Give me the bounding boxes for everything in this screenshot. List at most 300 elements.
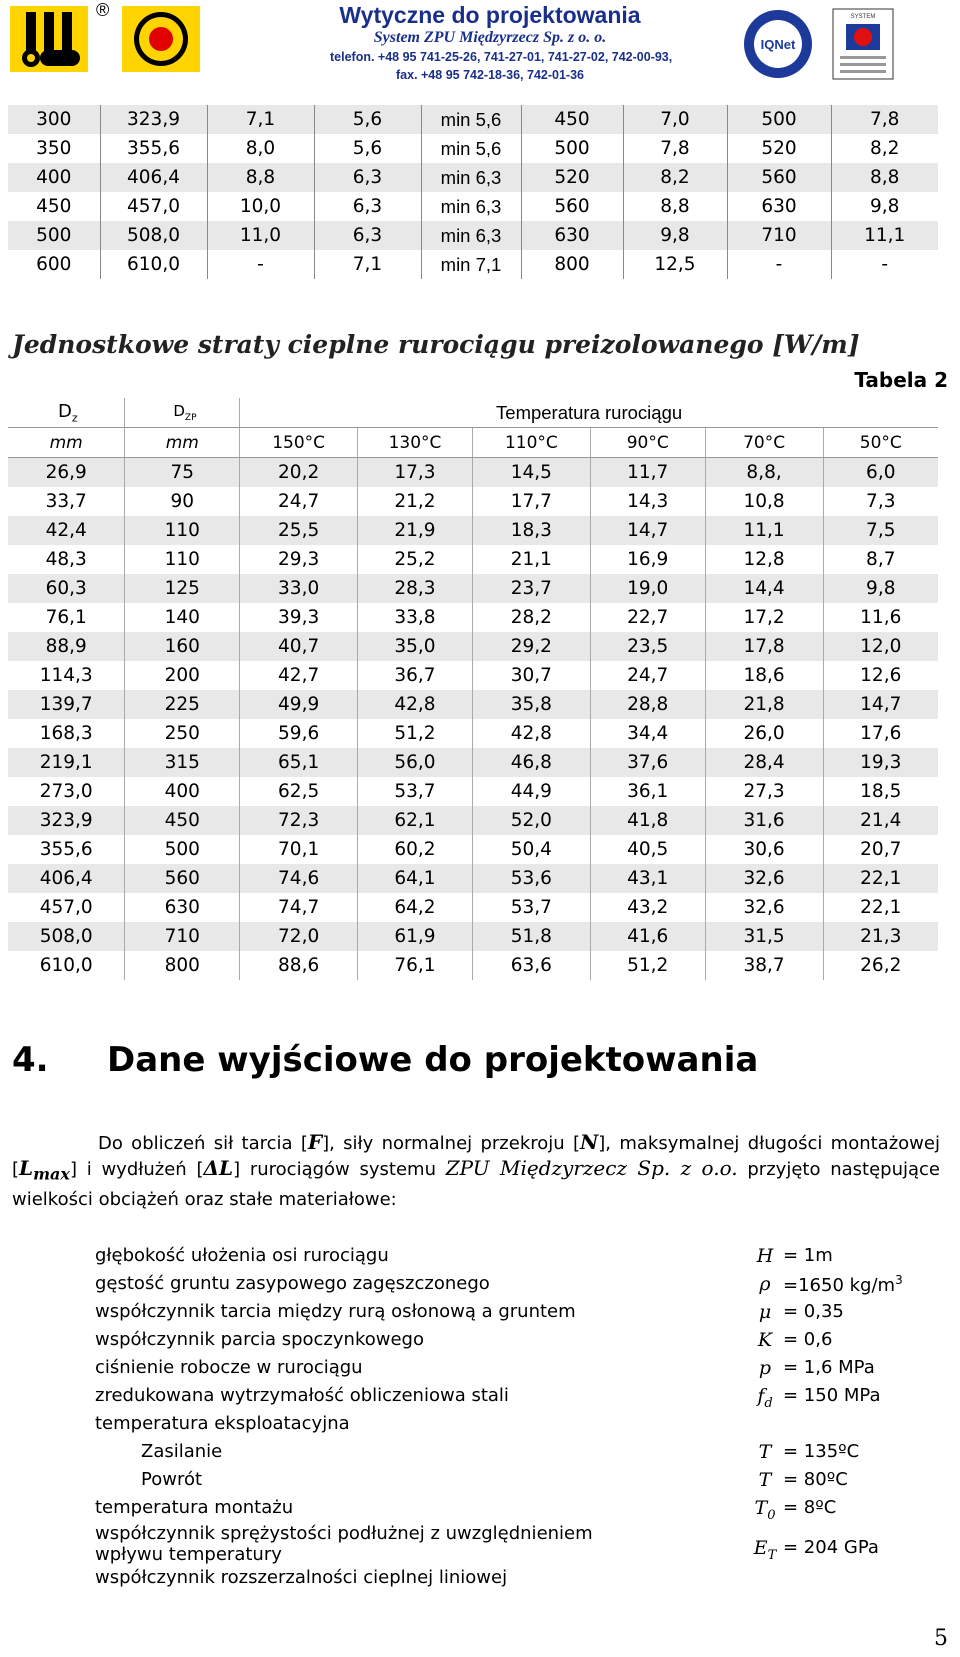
table-cell: 7,1 bbox=[314, 250, 421, 279]
table-cell: 8,8 bbox=[623, 192, 727, 221]
table-cell: 8,2 bbox=[831, 134, 938, 163]
heat-loss-table bbox=[8, 398, 938, 980]
quality-system-certificate bbox=[832, 8, 894, 84]
header-title-block bbox=[330, 2, 673, 84]
table-cell: 610,0 bbox=[100, 250, 207, 279]
table-cell: 560 bbox=[727, 163, 831, 192]
parameter-label bbox=[95, 1523, 593, 1565]
table-cell: 7,1 bbox=[207, 105, 314, 134]
parameter-value bbox=[783, 1329, 832, 1350]
registered-mark: ® bbox=[96, 0, 110, 20]
table-cell: 450 bbox=[521, 105, 623, 134]
dz-symbol: D bbox=[58, 400, 72, 422]
table-cell: 560 bbox=[125, 864, 240, 893]
table-cell: 74,6 bbox=[240, 864, 358, 893]
table-cell: 5,6 bbox=[314, 105, 421, 134]
table-cell: - bbox=[831, 250, 938, 279]
table-cell: 20,7 bbox=[823, 835, 938, 864]
table-cell: 125 bbox=[125, 574, 240, 603]
value-text: =1650 kg/m bbox=[783, 1275, 896, 1296]
table-cell: 225 bbox=[125, 690, 240, 719]
table-cell: 114,3 bbox=[39, 665, 93, 686]
table-cell: 40,5 bbox=[590, 835, 705, 864]
table-cell: 8,0 bbox=[207, 134, 314, 163]
table-cell: 630 bbox=[727, 192, 831, 221]
table-cell: 14,7 bbox=[590, 516, 705, 545]
quality-seal-icon bbox=[832, 8, 894, 80]
parameter-label: temperatura eksploatacyjna bbox=[95, 1413, 350, 1434]
table-cell: 800 bbox=[125, 951, 240, 980]
table-row bbox=[8, 134, 938, 163]
table-cell: 457,0 bbox=[39, 897, 93, 918]
parameter-row bbox=[95, 1523, 945, 1565]
table-cell: 33,7 bbox=[45, 491, 87, 512]
symbol-letter: p bbox=[758, 1357, 772, 1379]
table-cell: 14,7 bbox=[823, 690, 938, 719]
table-cell: 88,6 bbox=[240, 951, 358, 980]
unit-cell: 110°C bbox=[472, 428, 590, 458]
table-cell: 400 bbox=[8, 163, 100, 192]
table-cell: 53,7 bbox=[358, 777, 473, 806]
parameter-value bbox=[783, 1273, 903, 1296]
table-cell: 450 bbox=[36, 196, 72, 217]
parameter-label: głębokość ułożenia osi rurociągu bbox=[95, 1245, 389, 1266]
table-cell: 23,5 bbox=[590, 632, 705, 661]
table-cell: 12,0 bbox=[823, 632, 938, 661]
table-cell: 60,2 bbox=[358, 835, 473, 864]
table-cell: 12,8 bbox=[705, 545, 823, 574]
table-cell: 42,8 bbox=[472, 719, 590, 748]
table-cell: 21,1 bbox=[472, 545, 590, 574]
unit-cell: 130°C bbox=[358, 428, 473, 458]
table-cell: 17,2 bbox=[705, 603, 823, 632]
parameter-value bbox=[783, 1537, 879, 1558]
table-cell: 273,0 bbox=[39, 781, 93, 802]
table-cell: 160 bbox=[125, 632, 240, 661]
table-cell: 500 bbox=[521, 134, 623, 163]
table-cell: 139,7 bbox=[8, 690, 125, 719]
table-cell: 323,9 bbox=[100, 105, 207, 134]
table-cell: 6,0 bbox=[823, 458, 938, 488]
table-cell: 28,4 bbox=[705, 748, 823, 777]
parameter-symbol bbox=[750, 1441, 780, 1463]
table-cell: 710 bbox=[125, 922, 240, 951]
table-cell: 37,6 bbox=[590, 748, 705, 777]
table-cell: 50,4 bbox=[472, 835, 590, 864]
table-cell: 64,1 bbox=[358, 864, 473, 893]
parameter-row bbox=[95, 1385, 945, 1413]
pipe-logo-icon bbox=[10, 6, 88, 72]
table-cell: 9,8 bbox=[823, 574, 938, 603]
table-cell: 22,1 bbox=[823, 893, 938, 922]
table-cell: 12,6 bbox=[823, 661, 938, 690]
table-cell: min 5,6 bbox=[421, 134, 521, 163]
table-cell: 350 bbox=[36, 138, 72, 159]
symbol-letter: K bbox=[757, 1329, 773, 1351]
table-cell: 35,8 bbox=[472, 690, 590, 719]
unit-cell: mm bbox=[125, 428, 240, 458]
heat-loss-body bbox=[8, 398, 938, 980]
table-cell: 18,5 bbox=[823, 777, 938, 806]
parameter-symbol bbox=[750, 1245, 780, 1267]
system-text: SYSTEM bbox=[850, 14, 876, 20]
value-text: = 8ºC bbox=[783, 1497, 837, 1518]
table-cell: 72,3 bbox=[240, 806, 358, 835]
table-cell: 38,7 bbox=[705, 951, 823, 980]
table-cell: 355,6 bbox=[39, 839, 93, 860]
table-row bbox=[8, 690, 938, 719]
parameter-value bbox=[783, 1301, 844, 1322]
table-cell: 29,2 bbox=[472, 632, 590, 661]
table-cell: 51,8 bbox=[472, 922, 590, 951]
table-cell: 40,7 bbox=[240, 632, 358, 661]
table-cell: 65,1 bbox=[240, 748, 358, 777]
table-cell: 500 bbox=[8, 221, 100, 250]
dz-subscript: z bbox=[71, 411, 78, 425]
table-cell: 8,2 bbox=[623, 163, 727, 192]
table-row bbox=[8, 105, 938, 134]
symbol-f: F bbox=[307, 1130, 323, 1154]
table-cell: 5,6 bbox=[314, 134, 421, 163]
text-part-c: ], maksymalnej długości montażowej [ bbox=[12, 1133, 940, 1180]
table-cell: 51,2 bbox=[590, 951, 705, 980]
table-row bbox=[8, 603, 938, 632]
value-text: = 1m bbox=[783, 1245, 833, 1266]
symbol-subscript: d bbox=[764, 1395, 773, 1411]
table-cell: 7,8 bbox=[623, 134, 727, 163]
text-part-d: ] i wydłużeń [ bbox=[69, 1159, 204, 1180]
table-cell: 22,7 bbox=[590, 603, 705, 632]
table-cell: 35,0 bbox=[358, 632, 473, 661]
table-row bbox=[8, 574, 938, 603]
value-text: = 0,6 bbox=[783, 1329, 833, 1350]
table-cell: 14,3 bbox=[590, 487, 705, 516]
table-cell: 11,7 bbox=[590, 458, 705, 488]
table-cell: 17,3 bbox=[358, 458, 473, 488]
table-cell: 31,5 bbox=[705, 922, 823, 951]
table-cell: 12,5 bbox=[623, 250, 727, 279]
table-row bbox=[8, 806, 938, 835]
table-cell: 17,6 bbox=[823, 719, 938, 748]
table-row bbox=[8, 458, 938, 488]
table-cell: 355,6 bbox=[100, 134, 207, 163]
table-cell: 8,8, bbox=[705, 458, 823, 488]
parameter-row bbox=[95, 1497, 945, 1525]
table-cell: 53,7 bbox=[472, 893, 590, 922]
table-cell: 28,2 bbox=[472, 603, 590, 632]
table-cell: 6,3 bbox=[314, 221, 421, 250]
table-label: Tabela 2 bbox=[854, 368, 948, 392]
parameter-label: Powrót bbox=[141, 1469, 203, 1490]
unit-cell: 90°C bbox=[590, 428, 705, 458]
table-cell: 76,1 bbox=[358, 951, 473, 980]
table-row bbox=[8, 487, 938, 516]
table-row bbox=[8, 250, 938, 279]
table-row bbox=[8, 719, 938, 748]
table-cell: 23,7 bbox=[472, 574, 590, 603]
symbol-l-subscript: max bbox=[33, 1164, 70, 1184]
parameter-symbol bbox=[750, 1537, 780, 1563]
table-cell: 21,4 bbox=[823, 806, 938, 835]
parameter-symbol bbox=[750, 1329, 780, 1351]
company-name-inline: ZPU Międzyrzecz Sp. z o.o. bbox=[445, 1156, 738, 1180]
table-cell: 7,5 bbox=[823, 516, 938, 545]
table-cell: 21,2 bbox=[358, 487, 473, 516]
value-text: = 150 MPa bbox=[783, 1385, 881, 1406]
table-cell: 39,3 bbox=[240, 603, 358, 632]
table-cell: 10,0 bbox=[207, 192, 314, 221]
pipe-dimensions-body bbox=[8, 105, 938, 279]
table-cell: 64,2 bbox=[358, 893, 473, 922]
company-logo-left bbox=[10, 6, 88, 72]
table-row bbox=[8, 777, 938, 806]
table-cell: 17,8 bbox=[705, 632, 823, 661]
table-cell: 52,0 bbox=[472, 806, 590, 835]
table-cell: 44,9 bbox=[472, 777, 590, 806]
parameter-row bbox=[95, 1245, 945, 1273]
table-cell: 315 bbox=[125, 748, 240, 777]
table-cell: 70,1 bbox=[240, 835, 358, 864]
table-cell: 500 bbox=[727, 105, 831, 134]
table-cell: 219,1 bbox=[8, 748, 125, 777]
text-part-a: Do obliczeń sił tarcia [ bbox=[98, 1133, 308, 1154]
page-number: 5 bbox=[934, 1626, 948, 1651]
table-cell: 520 bbox=[727, 134, 831, 163]
unit-cell: 150°C bbox=[240, 428, 358, 458]
parameter-row bbox=[95, 1567, 945, 1595]
table-cell: 8,8 bbox=[831, 163, 938, 192]
table-cell: 28,3 bbox=[358, 574, 473, 603]
table-cell: 27,3 bbox=[705, 777, 823, 806]
table-cell: 508,0 bbox=[8, 922, 125, 951]
table-row bbox=[8, 192, 938, 221]
table-cell: 22,1 bbox=[823, 864, 938, 893]
table-cell: 406,4 bbox=[8, 864, 125, 893]
table-row bbox=[8, 748, 938, 777]
parameter-row bbox=[95, 1441, 945, 1469]
table-cell: min 6,3 bbox=[421, 163, 521, 192]
table-cell: 29,3 bbox=[240, 545, 358, 574]
fax-line: fax. +48 95 742-18-36, 742-01-36 bbox=[396, 68, 584, 82]
table-cell: 400 bbox=[125, 777, 240, 806]
table-cell: 14,5 bbox=[472, 458, 590, 488]
table-cell: 33,0 bbox=[240, 574, 358, 603]
table-cell: 630 bbox=[125, 893, 240, 922]
parameter-row bbox=[95, 1329, 945, 1357]
table-cell: 19,3 bbox=[823, 748, 938, 777]
col-dzp-header bbox=[125, 398, 240, 428]
parameter-value bbox=[783, 1441, 859, 1462]
ring-logo-icon bbox=[122, 6, 200, 72]
table-cell: 25,5 bbox=[240, 516, 358, 545]
table-cell: - bbox=[727, 250, 831, 279]
intro-paragraph bbox=[12, 1130, 940, 1212]
header-row bbox=[8, 398, 938, 428]
table-row bbox=[8, 545, 938, 574]
table-cell: 6,3 bbox=[314, 192, 421, 221]
parameter-symbol bbox=[750, 1497, 780, 1523]
table-cell: min 6,3 bbox=[421, 192, 521, 221]
table-cell: 28,8 bbox=[590, 690, 705, 719]
temperature-header: Temperatura rurociągu bbox=[240, 398, 938, 428]
parameter-value bbox=[783, 1245, 833, 1266]
parameter-row bbox=[95, 1413, 945, 1441]
table-cell: 21,3 bbox=[823, 922, 938, 951]
symbol-l: L bbox=[19, 1156, 34, 1180]
parameter-label-line2: wpływu temperatury bbox=[95, 1544, 282, 1565]
table-cell: 33,8 bbox=[358, 603, 473, 632]
parameter-label: zredukowana wytrzymałość obliczeniowa stali bbox=[95, 1385, 509, 1406]
iqnet-certificate bbox=[742, 8, 814, 84]
dzp-subscript: ZP bbox=[184, 413, 197, 423]
parameter-row bbox=[95, 1469, 945, 1497]
table-cell: 24,7 bbox=[240, 487, 358, 516]
table-cell: 630 bbox=[521, 221, 623, 250]
table-cell: 46,8 bbox=[472, 748, 590, 777]
table-cell: 26,9 bbox=[8, 458, 125, 488]
parameter-label-line1: współczynnik sprężystości podłużnej z uwzględnieniem bbox=[95, 1523, 593, 1544]
table-cell: 7,0 bbox=[623, 105, 727, 134]
table-cell: 110 bbox=[125, 516, 240, 545]
document-title: Wytyczne do projektowania bbox=[339, 2, 641, 28]
company-name: System ZPU Międzyrzecz Sp. z o. o. bbox=[373, 29, 607, 46]
page-header bbox=[0, 0, 960, 92]
table-cell: 140 bbox=[125, 603, 240, 632]
table-row bbox=[8, 922, 938, 951]
table-cell: 6,3 bbox=[314, 163, 421, 192]
table-row bbox=[8, 864, 938, 893]
symbol-letter: μ bbox=[758, 1301, 772, 1323]
value-text: = 0,35 bbox=[783, 1301, 844, 1322]
symbol-letter: H bbox=[756, 1245, 774, 1267]
table-cell: 323,9 bbox=[8, 806, 125, 835]
section-heading bbox=[12, 1040, 758, 1080]
units-row bbox=[8, 428, 938, 458]
table-cell: 250 bbox=[125, 719, 240, 748]
table-cell: 88,9 bbox=[8, 632, 125, 661]
company-logo-right bbox=[122, 6, 200, 72]
pipe-dimensions-table bbox=[8, 105, 938, 279]
iqnet-text: IQNet bbox=[760, 37, 796, 52]
text-part-f: przyjęto następujące wielkości obciążeń oraz stałe materiałowe: bbox=[12, 1159, 940, 1210]
table-row bbox=[8, 661, 938, 690]
table-cell: 18,6 bbox=[705, 661, 823, 690]
parameter-value bbox=[783, 1469, 848, 1490]
table-cell: 26,0 bbox=[705, 719, 823, 748]
table-cell: 200 bbox=[125, 661, 240, 690]
table-cell: 62,5 bbox=[240, 777, 358, 806]
value-text: = 1,6 MPa bbox=[783, 1357, 875, 1378]
table-cell: 508,0 bbox=[100, 221, 207, 250]
table-cell: 43,1 bbox=[590, 864, 705, 893]
table-cell: 48,3 bbox=[45, 549, 87, 570]
table-cell: 110 bbox=[125, 545, 240, 574]
symbol-letter: T bbox=[758, 1469, 772, 1491]
symbol-letter: f bbox=[757, 1385, 765, 1407]
unit-cell: 70°C bbox=[705, 428, 823, 458]
symbol-n: N bbox=[580, 1130, 599, 1154]
parameter-label: współczynnik rozszerzalności cieplnej liniowej bbox=[95, 1567, 508, 1588]
parameter-symbol bbox=[750, 1469, 780, 1491]
table-cell: min 5,6 bbox=[421, 105, 521, 134]
table-row bbox=[8, 221, 938, 250]
parameter-symbol bbox=[750, 1273, 780, 1295]
table-cell: 14,4 bbox=[705, 574, 823, 603]
table-cell: 16,9 bbox=[590, 545, 705, 574]
symbol-letter: ρ bbox=[759, 1273, 771, 1295]
table-cell: 21,8 bbox=[705, 690, 823, 719]
parameter-row bbox=[95, 1273, 945, 1301]
table-cell: 90 bbox=[125, 487, 240, 516]
parameter-label: gęstość gruntu zasypowego zagęszczonego bbox=[95, 1273, 490, 1294]
table-cell: 9,8 bbox=[831, 192, 938, 221]
parameter-symbol bbox=[750, 1385, 780, 1411]
table-cell: 11,0 bbox=[207, 221, 314, 250]
table-cell: 457,0 bbox=[100, 192, 207, 221]
table-cell: 30,7 bbox=[472, 661, 590, 690]
heat-loss-title: Jednostkowe straty cieplne rurociągu preizolowanego [W/m] bbox=[12, 330, 860, 359]
symbol-letter: E bbox=[753, 1537, 768, 1559]
symbol-subscript: 0 bbox=[767, 1507, 776, 1523]
table-row bbox=[8, 163, 938, 192]
table-cell: 24,7 bbox=[590, 661, 705, 690]
table-cell: min 7,1 bbox=[421, 250, 521, 279]
table-cell: 406,4 bbox=[100, 163, 207, 192]
table-cell: 30,6 bbox=[705, 835, 823, 864]
table-cell: 34,4 bbox=[590, 719, 705, 748]
parameter-value bbox=[783, 1357, 875, 1378]
table-cell: 710 bbox=[727, 221, 831, 250]
symbol-delta-l: ΔL bbox=[203, 1156, 234, 1180]
table-cell: 11,1 bbox=[705, 516, 823, 545]
table-cell: 36,1 bbox=[590, 777, 705, 806]
table-cell: 20,2 bbox=[240, 458, 358, 488]
table-cell: 600 bbox=[36, 254, 72, 275]
text-part-e: ] rurociągów systemu bbox=[233, 1159, 446, 1180]
parameter-row bbox=[95, 1301, 945, 1329]
table-cell: 31,6 bbox=[705, 806, 823, 835]
table-cell: - bbox=[207, 250, 314, 279]
section-number: 4. bbox=[12, 1040, 49, 1080]
table-cell: 520 bbox=[521, 163, 623, 192]
dzp-symbol: D bbox=[173, 402, 185, 420]
table-cell: 60,3 bbox=[8, 574, 125, 603]
table-cell: 72,0 bbox=[240, 922, 358, 951]
table-cell: 610,0 bbox=[39, 955, 93, 976]
table-cell: 41,6 bbox=[590, 922, 705, 951]
table-cell: 36,7 bbox=[358, 661, 473, 690]
parameter-symbol bbox=[750, 1357, 780, 1379]
table-cell: 450 bbox=[125, 806, 240, 835]
parameter-symbol bbox=[750, 1301, 780, 1323]
section-title: Dane wyjściowe do projektowania bbox=[107, 1040, 759, 1080]
parameter-label: Zasilanie bbox=[141, 1441, 223, 1462]
table-cell: 9,8 bbox=[623, 221, 727, 250]
table-row bbox=[8, 951, 938, 980]
table-cell: 19,0 bbox=[590, 574, 705, 603]
parameter-value bbox=[783, 1385, 881, 1406]
text-part-b: ], siły normalnej przekroju [ bbox=[322, 1133, 580, 1154]
table-cell: 62,1 bbox=[358, 806, 473, 835]
table-cell: 42,7 bbox=[240, 661, 358, 690]
unit-cell: mm bbox=[8, 428, 125, 458]
table-cell: 10,8 bbox=[705, 487, 823, 516]
table-cell: 32,6 bbox=[705, 893, 823, 922]
value-text: = 204 GPa bbox=[783, 1537, 879, 1558]
table-cell: 49,9 bbox=[240, 690, 358, 719]
table-cell: 21,9 bbox=[358, 516, 473, 545]
table-cell: min 6,3 bbox=[421, 221, 521, 250]
